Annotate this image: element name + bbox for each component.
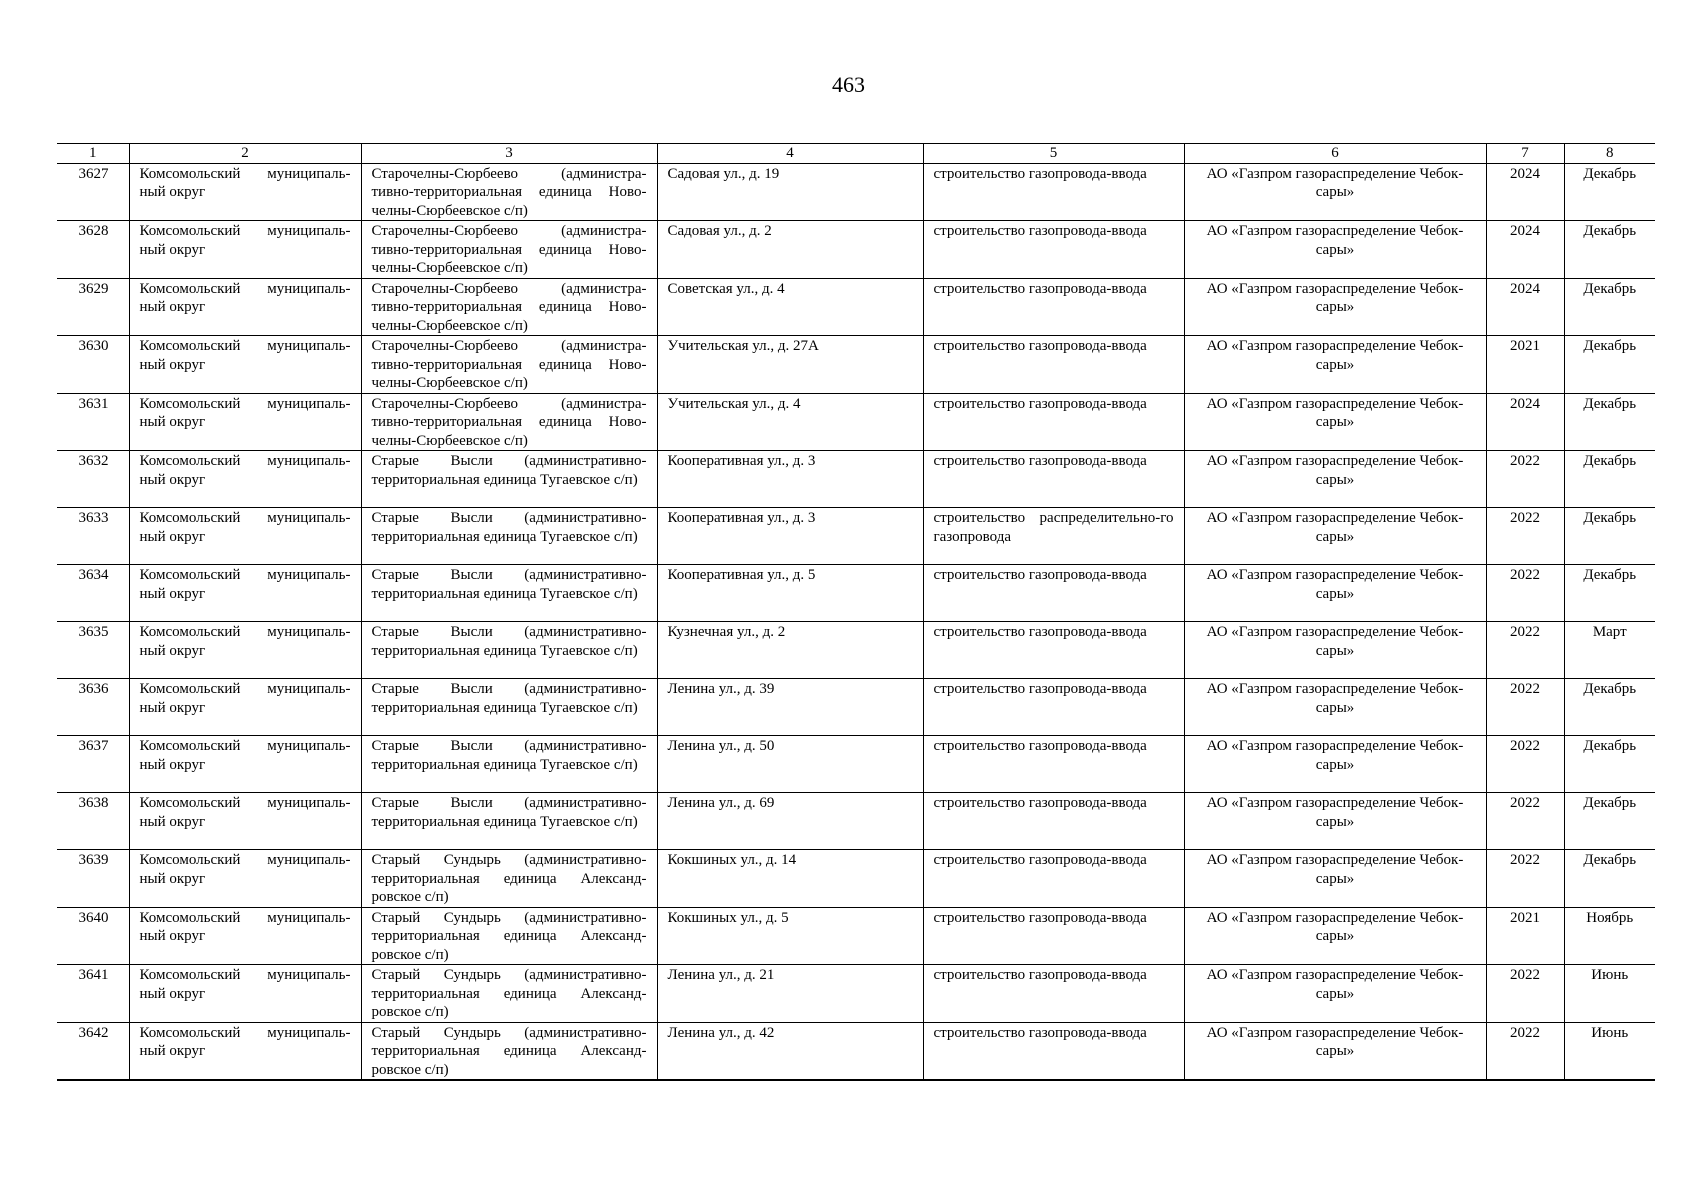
table-row (57, 622, 1655, 679)
table-row (57, 393, 1655, 451)
table-row (57, 679, 1655, 736)
locality-cell: Старые Высли (административно-территориальная единица Тугаевское с/п) (361, 736, 657, 793)
work-type-cell: строительство газопровода-ввода (923, 393, 1184, 451)
year-cell: 2022 (1486, 1022, 1564, 1080)
locality-cell: Старые Высли (административно-территориальная единица Тугаевское с/п) (361, 679, 657, 736)
month-cell: Декабрь (1564, 850, 1655, 908)
work-type-cell: строительство газопровода-ввода (923, 736, 1184, 793)
organization-cell: АО «Газпром газораспределение Чебок-сары» (1184, 907, 1486, 965)
register-table (57, 143, 1655, 1081)
organization-cell: АО «Газпром газораспределение Чебок-сары» (1184, 850, 1486, 908)
table-row (57, 336, 1655, 394)
organization-cell: АО «Газпром газораспределение Чебок-сары» (1184, 336, 1486, 394)
district-cell: Комсомольский муниципаль-ный округ (129, 221, 361, 279)
work-type-cell: строительство распределительно-го газопровода (923, 508, 1184, 565)
district-cell: Комсомольский муниципаль-ный округ (129, 679, 361, 736)
table-row (57, 508, 1655, 565)
address-cell: Кооперативная ул., д. 5 (657, 565, 923, 622)
month-cell: Ноябрь (1564, 907, 1655, 965)
row-number-cell: 3636 (57, 679, 129, 736)
locality-cell: Старочелны-Сюрбеево (администра-тивно-территориальная единица Ново-челны-Сюрбеевское с/п) (361, 163, 657, 221)
year-cell: 2022 (1486, 451, 1564, 508)
locality-cell: Старые Высли (административно-территориальная единица Тугаевское с/п) (361, 508, 657, 565)
year-cell: 2024 (1486, 221, 1564, 279)
organization-cell: АО «Газпром газораспределение Чебок-сары» (1184, 278, 1486, 336)
work-type-cell: строительство газопровода-ввода (923, 336, 1184, 394)
organization-cell: АО «Газпром газораспределение Чебок-сары» (1184, 393, 1486, 451)
address-cell: Ленина ул., д. 39 (657, 679, 923, 736)
district-cell: Комсомольский муниципаль-ный округ (129, 451, 361, 508)
locality-cell: Старые Высли (административно-территориальная единица Тугаевское с/п) (361, 793, 657, 850)
locality-cell: Старый Сундырь (административно-территориальная единица Александ-ровское с/п) (361, 1022, 657, 1080)
address-cell: Учительская ул., д. 4 (657, 393, 923, 451)
table-row (57, 221, 1655, 279)
organization-cell: АО «Газпром газораспределение Чебок-сары» (1184, 736, 1486, 793)
table-row (57, 793, 1655, 850)
month-cell: Июнь (1564, 1022, 1655, 1080)
column-header: 7 (1486, 144, 1564, 164)
district-cell: Комсомольский муниципаль-ный округ (129, 278, 361, 336)
month-cell: Декабрь (1564, 736, 1655, 793)
year-cell: 2021 (1486, 336, 1564, 394)
row-number-cell: 3634 (57, 565, 129, 622)
address-cell: Ленина ул., д. 50 (657, 736, 923, 793)
work-type-cell: строительство газопровода-ввода (923, 965, 1184, 1023)
work-type-cell: строительство газопровода-ввода (923, 793, 1184, 850)
row-number-cell: 3640 (57, 907, 129, 965)
row-number-cell: 3632 (57, 451, 129, 508)
year-cell: 2021 (1486, 907, 1564, 965)
district-cell: Комсомольский муниципаль-ный округ (129, 1022, 361, 1080)
address-cell: Кузнечная ул., д. 2 (657, 622, 923, 679)
district-cell: Комсомольский муниципаль-ный округ (129, 622, 361, 679)
table-row (57, 965, 1655, 1023)
row-number-cell: 3638 (57, 793, 129, 850)
work-type-cell: строительство газопровода-ввода (923, 850, 1184, 908)
address-cell: Кооперативная ул., д. 3 (657, 451, 923, 508)
table-row (57, 278, 1655, 336)
column-header: 1 (57, 144, 129, 164)
locality-cell: Старочелны-Сюрбеево (администра-тивно-территориальная единица Ново-челны-Сюрбеевское с/п) (361, 336, 657, 394)
address-cell: Кооперативная ул., д. 3 (657, 508, 923, 565)
row-number-cell: 3637 (57, 736, 129, 793)
address-cell: Кокшиных ул., д. 14 (657, 850, 923, 908)
work-type-cell: строительство газопровода-ввода (923, 278, 1184, 336)
row-number-cell: 3642 (57, 1022, 129, 1080)
district-cell: Комсомольский муниципаль-ный округ (129, 736, 361, 793)
address-cell: Ленина ул., д. 21 (657, 965, 923, 1023)
organization-cell: АО «Газпром газораспределение Чебок-сары» (1184, 679, 1486, 736)
address-cell: Садовая ул., д. 19 (657, 163, 923, 221)
row-number-cell: 3633 (57, 508, 129, 565)
month-cell: Декабрь (1564, 793, 1655, 850)
year-cell: 2022 (1486, 508, 1564, 565)
row-number-cell: 3628 (57, 221, 129, 279)
organization-cell: АО «Газпром газораспределение Чебок-сары» (1184, 451, 1486, 508)
year-cell: 2022 (1486, 850, 1564, 908)
column-header: 4 (657, 144, 923, 164)
table-row (57, 736, 1655, 793)
year-cell: 2022 (1486, 736, 1564, 793)
work-type-cell: строительство газопровода-ввода (923, 163, 1184, 221)
month-cell: Июнь (1564, 965, 1655, 1023)
month-cell: Декабрь (1564, 508, 1655, 565)
address-cell: Кокшиных ул., д. 5 (657, 907, 923, 965)
locality-cell: Старые Высли (административно-территориальная единица Тугаевское с/п) (361, 451, 657, 508)
row-number-cell: 3627 (57, 163, 129, 221)
locality-cell: Старочелны-Сюрбеево (администра-тивно-территориальная единица Ново-челны-Сюрбеевское с/п) (361, 278, 657, 336)
table-row (57, 907, 1655, 965)
district-cell: Комсомольский муниципаль-ный округ (129, 565, 361, 622)
column-header: 3 (361, 144, 657, 164)
locality-cell: Старочелны-Сюрбеево (администра-тивно-территориальная единица Ново-челны-Сюрбеевское с/п) (361, 393, 657, 451)
locality-cell: Старые Высли (административно-территориальная единица Тугаевское с/п) (361, 565, 657, 622)
organization-cell: АО «Газпром газораспределение Чебок-сары» (1184, 508, 1486, 565)
locality-cell: Старый Сундырь (административно-территориальная единица Александ-ровское с/п) (361, 907, 657, 965)
month-cell: Декабрь (1564, 565, 1655, 622)
year-cell: 2024 (1486, 163, 1564, 221)
month-cell: Декабрь (1564, 336, 1655, 394)
month-cell: Декабрь (1564, 679, 1655, 736)
organization-cell: АО «Газпром газораспределение Чебок-сары» (1184, 793, 1486, 850)
year-cell: 2022 (1486, 793, 1564, 850)
month-cell: Декабрь (1564, 221, 1655, 279)
year-cell: 2022 (1486, 679, 1564, 736)
district-cell: Комсомольский муниципаль-ный округ (129, 907, 361, 965)
month-cell: Март (1564, 622, 1655, 679)
district-cell: Комсомольский муниципаль-ный округ (129, 508, 361, 565)
year-cell: 2024 (1486, 278, 1564, 336)
table-row (57, 850, 1655, 908)
row-number-cell: 3635 (57, 622, 129, 679)
district-cell: Комсомольский муниципаль-ный округ (129, 393, 361, 451)
address-cell: Советская ул., д. 4 (657, 278, 923, 336)
row-number-cell: 3631 (57, 393, 129, 451)
address-cell: Ленина ул., д. 69 (657, 793, 923, 850)
column-number-header (57, 144, 1655, 164)
table-row (57, 1022, 1655, 1080)
district-cell: Комсомольский муниципаль-ный округ (129, 163, 361, 221)
address-cell: Учительская ул., д. 27А (657, 336, 923, 394)
locality-cell: Старые Высли (административно-территориальная единица Тугаевское с/п) (361, 622, 657, 679)
organization-cell: АО «Газпром газораспределение Чебок-сары» (1184, 965, 1486, 1023)
organization-cell: АО «Газпром газораспределение Чебок-сары» (1184, 163, 1486, 221)
month-cell: Декабрь (1564, 451, 1655, 508)
row-number-cell: 3629 (57, 278, 129, 336)
work-type-cell: строительство газопровода-ввода (923, 221, 1184, 279)
month-cell: Декабрь (1564, 393, 1655, 451)
row-number-cell: 3641 (57, 965, 129, 1023)
month-cell: Декабрь (1564, 278, 1655, 336)
address-cell: Ленина ул., д. 42 (657, 1022, 923, 1080)
work-type-cell: строительство газопровода-ввода (923, 622, 1184, 679)
year-cell: 2022 (1486, 565, 1564, 622)
work-type-cell: строительство газопровода-ввода (923, 451, 1184, 508)
locality-cell: Старочелны-Сюрбеево (администра-тивно-территориальная единица Ново-челны-Сюрбеевское с/п) (361, 221, 657, 279)
district-cell: Комсомольский муниципаль-ный округ (129, 850, 361, 908)
year-cell: 2022 (1486, 965, 1564, 1023)
locality-cell: Старый Сундырь (административно-территориальная единица Александ-ровское с/п) (361, 965, 657, 1023)
organization-cell: АО «Газпром газораспределение Чебок-сары» (1184, 622, 1486, 679)
organization-cell: АО «Газпром газораспределение Чебок-сары» (1184, 221, 1486, 279)
row-number-cell: 3639 (57, 850, 129, 908)
page-number: 463 (832, 72, 865, 97)
work-type-cell: строительство газопровода-ввода (923, 679, 1184, 736)
year-cell: 2024 (1486, 393, 1564, 451)
table-row (57, 451, 1655, 508)
address-cell: Садовая ул., д. 2 (657, 221, 923, 279)
district-cell: Комсомольский муниципаль-ный округ (129, 793, 361, 850)
district-cell: Комсомольский муниципаль-ный округ (129, 336, 361, 394)
row-number-cell: 3630 (57, 336, 129, 394)
column-header: 2 (129, 144, 361, 164)
column-header: 6 (1184, 144, 1486, 164)
table-row (57, 565, 1655, 622)
work-type-cell: строительство газопровода-ввода (923, 565, 1184, 622)
organization-cell: АО «Газпром газораспределение Чебок-сары» (1184, 1022, 1486, 1080)
column-header: 8 (1564, 144, 1655, 164)
organization-cell: АО «Газпром газораспределение Чебок-сары» (1184, 565, 1486, 622)
column-header: 5 (923, 144, 1184, 164)
month-cell: Декабрь (1564, 163, 1655, 221)
district-cell: Комсомольский муниципаль-ный округ (129, 965, 361, 1023)
table-row (57, 163, 1655, 221)
locality-cell: Старый Сундырь (административно-территориальная единица Александ-ровское с/п) (361, 850, 657, 908)
year-cell: 2022 (1486, 622, 1564, 679)
work-type-cell: строительство газопровода-ввода (923, 1022, 1184, 1080)
work-type-cell: строительство газопровода-ввода (923, 907, 1184, 965)
